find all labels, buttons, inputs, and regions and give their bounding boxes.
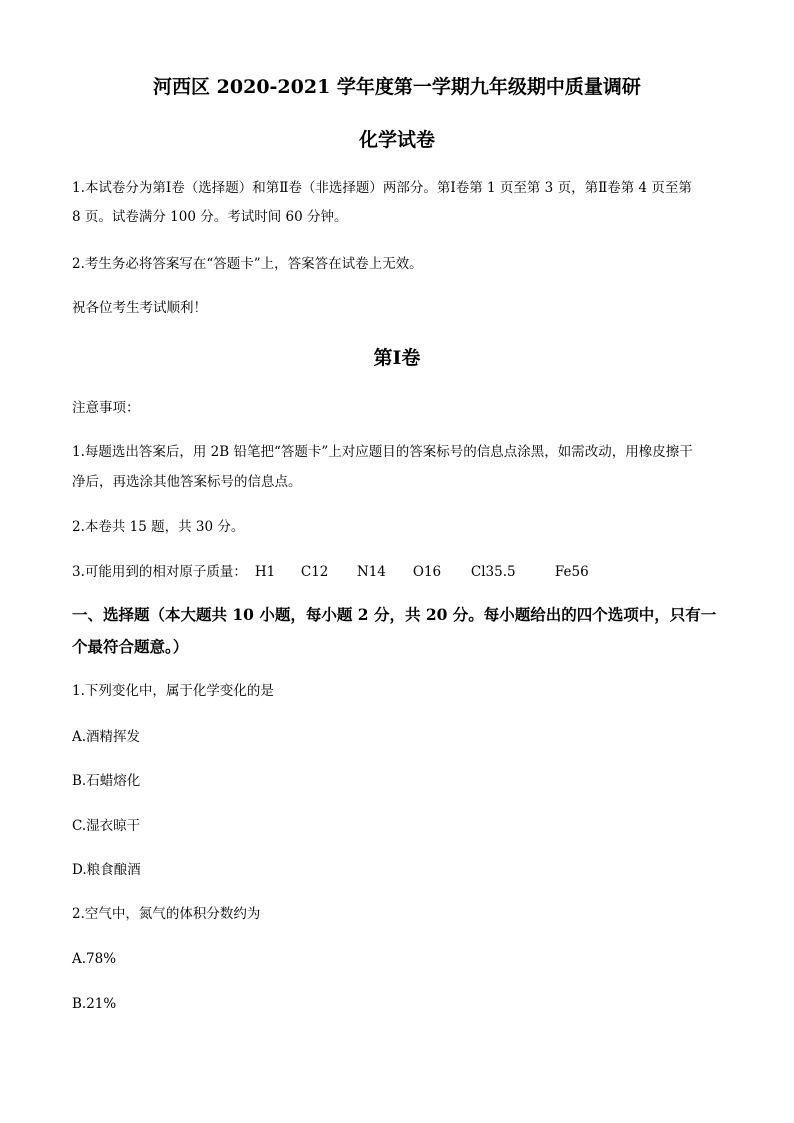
question-1-option-b: B.石蜡熔化 — [72, 773, 141, 789]
note-2: 2.本卷共 15 题，共 30 分。 — [72, 519, 245, 535]
question-2-stem: 2.空气中，氮气的体积分数约为 — [72, 906, 261, 922]
question-1-option-c: C.湿衣晾干 — [72, 818, 141, 834]
intro-line-1a: 1.本试卷分为第Ⅰ卷（选择题）和第Ⅱ卷（非选择题）两部分。第Ⅰ卷第 1 页至第 3 页，第Ⅱ卷第 4 页至第 — [72, 180, 692, 196]
intro-line-3: 祝各位考生考试顺利！ — [72, 300, 207, 316]
atomic-mass-h: H1 — [254, 564, 276, 580]
atomic-mass-c: C12 — [300, 564, 329, 580]
question-1-option-a: A.酒精挥发 — [72, 729, 141, 745]
part1-title: 第Ⅰ卷 — [373, 347, 421, 369]
intro-line-1b: 8 页。试卷满分 100 分。考试时间 60 分钟。 — [72, 209, 348, 225]
note-1b: 净后，再选涂其他答案标号的信息点。 — [72, 474, 302, 490]
exam-title: 河西区 2020-2021 学年度第一学期九年级期中质量调研 — [153, 76, 641, 98]
notice-label: 注意事项： — [72, 400, 140, 416]
atomic-mass-o: O16 — [412, 564, 442, 580]
question-1-option-d: D.粮食酿酒 — [72, 862, 141, 878]
section-1-heading-line-2: 个最符合题意。） — [72, 637, 189, 656]
note-1a: 1.每题选出答案后，用 2B 铅笔把“答题卡”上对应题目的答案标号的信息点涂黑，如需改动，用橡皮擦干 — [72, 444, 693, 460]
atomic-mass-cl: Cl35.5 — [470, 564, 516, 580]
intro-line-2: 2.考生务必将答案写在“答题卡”上，答案答在试卷上无效。 — [72, 256, 423, 272]
atomic-mass-n: N14 — [356, 564, 386, 580]
question-1-stem: 1.下列变化中，属于化学变化的是 — [72, 683, 274, 699]
question-2-option-a: A.78% — [72, 951, 117, 967]
section-1-heading-line-1: 一、选择题（本大题共 10 小题，每小题 2 分，共 20 分。每小题给出的四个选项中，只有一 — [72, 605, 717, 624]
atomic-mass-fe: Fe56 — [554, 564, 589, 580]
question-2-option-b: B.21% — [72, 996, 117, 1012]
exam-subtitle: 化学试卷 — [358, 129, 435, 151]
note-3-atomic-masses — [72, 563, 589, 581]
atomic-mass-label: 3.可能用到的相对原子质量： — [72, 564, 247, 580]
